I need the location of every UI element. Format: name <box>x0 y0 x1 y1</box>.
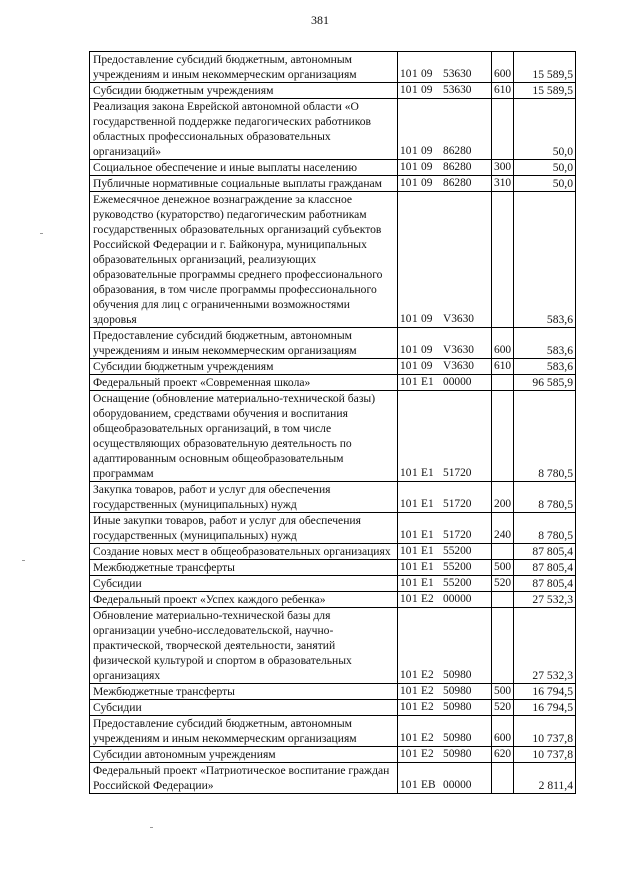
table-row <box>90 482 576 513</box>
code-direction: 51720 <box>443 498 472 510</box>
row-name: Иные закупки товаров, работ и услуг для обеспечения государственных (муниципальных) нужд <box>90 513 398 544</box>
code-program: E2 <box>421 593 434 605</box>
row-code <box>398 375 492 391</box>
row-amount: 87 805,4 <box>514 576 576 592</box>
row-amount: 96 585,9 <box>514 375 576 391</box>
row-amount: 50,0 <box>514 160 576 176</box>
row-amount: 50,0 <box>514 99 576 160</box>
row-expense-type: 200 <box>492 482 514 513</box>
row-code <box>398 328 492 359</box>
table-row <box>90 763 576 794</box>
row-code <box>398 747 492 763</box>
code-prz: 1 <box>412 360 418 372</box>
table-row <box>90 391 576 482</box>
code-prz: 1 <box>412 701 418 713</box>
code-direction: V3630 <box>443 360 475 372</box>
row-amount: 8 780,5 <box>514 482 576 513</box>
code-program: 09 <box>421 161 433 173</box>
code-direction: 50980 <box>443 669 472 681</box>
row-expense-type <box>492 192 514 328</box>
table-row <box>90 544 576 560</box>
row-code <box>398 99 492 160</box>
row-code <box>398 560 492 576</box>
row-expense-type <box>492 375 514 391</box>
code-rz: 10 <box>400 685 412 697</box>
row-expense-type: 310 <box>492 176 514 192</box>
code-program: 09 <box>421 84 433 96</box>
code-rz: 10 <box>400 376 412 388</box>
code-rz: 10 <box>400 593 412 605</box>
row-expense-type: 500 <box>492 684 514 700</box>
code-prz: 1 <box>412 748 418 760</box>
row-code <box>398 391 492 482</box>
row-name: Федеральный проект «Современная школа» <box>90 375 398 391</box>
row-expense-type <box>492 608 514 684</box>
code-rz: 10 <box>400 669 412 681</box>
row-name: Закупка товаров, работ и услуг для обеспечения государственных (муниципальных) нужд <box>90 482 398 513</box>
code-direction: 55200 <box>443 561 472 573</box>
row-name: Субсидии <box>90 700 398 716</box>
row-name: Субсидии бюджетным учреждениям <box>90 359 398 375</box>
code-rz: 10 <box>400 360 412 372</box>
code-direction: 53630 <box>443 84 472 96</box>
row-code <box>398 608 492 684</box>
code-direction: 50980 <box>443 748 472 760</box>
table-row <box>90 176 576 192</box>
row-amount: 583,6 <box>514 192 576 328</box>
code-direction: 50980 <box>443 701 472 713</box>
code-program: E2 <box>421 732 434 744</box>
table-row <box>90 576 576 592</box>
code-rz: 10 <box>400 701 412 713</box>
code-direction: V3630 <box>443 344 475 356</box>
row-amount: 10 737,8 <box>514 747 576 763</box>
row-amount: 16 794,5 <box>514 684 576 700</box>
code-prz: 1 <box>412 669 418 681</box>
table-row <box>90 747 576 763</box>
row-amount: 583,6 <box>514 328 576 359</box>
row-amount: 16 794,5 <box>514 700 576 716</box>
code-prz: 1 <box>412 529 418 541</box>
row-name: Федеральный проект «Патриотическое воспитание граждан Российской Федерации» <box>90 763 398 794</box>
row-expense-type <box>492 544 514 560</box>
code-program: E1 <box>421 376 434 388</box>
code-direction: 86280 <box>443 177 472 189</box>
code-rz: 10 <box>400 545 412 557</box>
scan-mark <box>40 233 43 234</box>
row-name: Межбюджетные трансферты <box>90 684 398 700</box>
row-amount: 87 805,4 <box>514 560 576 576</box>
table-row <box>90 592 576 608</box>
code-rz: 10 <box>400 84 412 96</box>
row-expense-type <box>492 99 514 160</box>
row-amount: 15 589,5 <box>514 52 576 83</box>
code-rz: 10 <box>400 529 412 541</box>
code-program: E2 <box>421 748 434 760</box>
row-expense-type: 240 <box>492 513 514 544</box>
code-rz: 10 <box>400 732 412 744</box>
table-row <box>90 716 576 747</box>
code-rz: 10 <box>400 561 412 573</box>
row-code <box>398 176 492 192</box>
row-name: Оснащение (обновление материально-технической базы) оборудованием, средствами обучения и воспитания общеобразовательных организаций, в том числе осуществляющих образовательную деятельность по адаптированным основным общеобразовательным программам <box>90 391 398 482</box>
code-rz: 10 <box>400 779 412 791</box>
code-rz: 10 <box>400 467 412 479</box>
row-amount: 2 811,4 <box>514 763 576 794</box>
row-code <box>398 684 492 700</box>
code-direction: 00000 <box>443 376 472 388</box>
table-row <box>90 375 576 391</box>
scan-mark <box>150 827 153 828</box>
row-code <box>398 513 492 544</box>
code-direction: 51720 <box>443 529 472 541</box>
budget-table <box>89 51 576 794</box>
row-name: Создание новых мест в общеобразовательных организациях <box>90 544 398 560</box>
row-expense-type: 520 <box>492 576 514 592</box>
code-direction: V3630 <box>443 313 475 325</box>
row-code <box>398 716 492 747</box>
code-program: 09 <box>421 360 433 372</box>
code-rz: 10 <box>400 145 412 157</box>
row-amount: 10 737,8 <box>514 716 576 747</box>
code-direction: 50980 <box>443 685 472 697</box>
row-amount: 50,0 <box>514 176 576 192</box>
row-code <box>398 544 492 560</box>
code-direction: 86280 <box>443 145 472 157</box>
code-direction: 00000 <box>443 779 472 791</box>
row-name: Предоставление субсидий бюджетным, автономным учреждениям и иным некоммерческим организациям <box>90 328 398 359</box>
code-prz: 1 <box>412 779 418 791</box>
row-code <box>398 192 492 328</box>
row-name: Публичные нормативные социальные выплаты гражданам <box>90 176 398 192</box>
page-number: 381 <box>311 13 329 27</box>
code-prz: 1 <box>412 344 418 356</box>
code-prz: 1 <box>412 313 418 325</box>
row-amount: 27 532,3 <box>514 608 576 684</box>
code-direction: 53630 <box>443 68 472 80</box>
code-rz: 10 <box>400 161 412 173</box>
row-amount: 87 805,4 <box>514 544 576 560</box>
code-direction: 00000 <box>443 593 472 605</box>
row-expense-type: 300 <box>492 160 514 176</box>
row-name: Субсидии автономным учреждениям <box>90 747 398 763</box>
code-direction: 86280 <box>443 161 472 173</box>
code-direction: 50980 <box>443 732 472 744</box>
row-expense-type: 520 <box>492 700 514 716</box>
table-row <box>90 83 576 99</box>
row-expense-type: 600 <box>492 52 514 83</box>
table-row <box>90 560 576 576</box>
code-program: E2 <box>421 701 434 713</box>
table-row <box>90 608 576 684</box>
code-rz: 10 <box>400 577 412 589</box>
table-row <box>90 684 576 700</box>
row-code <box>398 482 492 513</box>
code-prz: 1 <box>412 177 418 189</box>
code-rz: 10 <box>400 177 412 189</box>
row-amount: 8 780,5 <box>514 391 576 482</box>
row-name: Социальное обеспечение и иные выплаты населению <box>90 160 398 176</box>
row-code <box>398 763 492 794</box>
code-rz: 10 <box>400 68 412 80</box>
row-code <box>398 83 492 99</box>
row-name: Субсидии бюджетным учреждениям <box>90 83 398 99</box>
row-expense-type: 500 <box>492 560 514 576</box>
row-code <box>398 700 492 716</box>
row-expense-type <box>492 592 514 608</box>
code-rz: 10 <box>400 498 412 510</box>
scan-mark <box>22 560 25 561</box>
code-prz: 1 <box>412 376 418 388</box>
row-code <box>398 52 492 83</box>
code-program: 09 <box>421 344 433 356</box>
row-expense-type: 610 <box>492 359 514 375</box>
code-rz: 10 <box>400 313 412 325</box>
code-program: E1 <box>421 467 434 479</box>
row-name: Обновление материально-технической базы для организации учебно-исследовательской, научно-практической, творческой деятельности, занятий физической культурой и спортом в образовательных организациях <box>90 608 398 684</box>
row-code <box>398 160 492 176</box>
code-prz: 1 <box>412 685 418 697</box>
table-row <box>90 99 576 160</box>
code-rz: 10 <box>400 344 412 356</box>
table-row <box>90 700 576 716</box>
code-program: 09 <box>421 145 433 157</box>
code-prz: 1 <box>412 561 418 573</box>
code-prz: 1 <box>412 467 418 479</box>
code-prz: 1 <box>412 593 418 605</box>
table-row <box>90 160 576 176</box>
code-program: 09 <box>421 177 433 189</box>
table-row <box>90 328 576 359</box>
code-prz: 1 <box>412 161 418 173</box>
code-direction: 55200 <box>443 545 472 557</box>
row-code <box>398 592 492 608</box>
code-program: E1 <box>421 498 434 510</box>
row-name: Реализация закона Еврейской автономной области «О государственной поддержке педагогических работников областных профессиональных образовательных организаций» <box>90 99 398 160</box>
code-program: E2 <box>421 669 434 681</box>
row-name: Межбюджетные трансферты <box>90 560 398 576</box>
row-expense-type: 600 <box>492 328 514 359</box>
row-amount: 15 589,5 <box>514 83 576 99</box>
code-program: E2 <box>421 685 434 697</box>
code-prz: 1 <box>412 84 418 96</box>
row-amount: 27 532,3 <box>514 592 576 608</box>
table-row <box>90 513 576 544</box>
row-expense-type <box>492 763 514 794</box>
row-name: Ежемесячное денежное вознаграждение за классное руководство (кураторство) педагогическим работникам государственных образовательных организаций субъектов Российской Федерации и г. Байконура, муниципальных образовательных организаций, реализующих образовательные программы среднего профессионального образования, в том числе программы профессионального обучения для лиц с ограниченными возможностями здоровья <box>90 192 398 328</box>
row-name: Субсидии <box>90 576 398 592</box>
code-prz: 1 <box>412 145 418 157</box>
table-row <box>90 192 576 328</box>
code-direction: 55200 <box>443 577 472 589</box>
code-prz: 1 <box>412 577 418 589</box>
code-program: 09 <box>421 68 433 80</box>
table-row <box>90 52 576 83</box>
budget-table-body <box>90 52 576 794</box>
row-amount: 583,6 <box>514 359 576 375</box>
code-direction: 51720 <box>443 467 472 479</box>
code-program: E1 <box>421 561 434 573</box>
row-name: Предоставление субсидий бюджетным, автономным учреждениям и иным некоммерческим организациям <box>90 716 398 747</box>
row-expense-type: 620 <box>492 747 514 763</box>
code-program: E1 <box>421 529 434 541</box>
row-expense-type: 600 <box>492 716 514 747</box>
code-program: 09 <box>421 313 433 325</box>
row-name: Предоставление субсидий бюджетным, автономным учреждениям и иным некоммерческим организациям <box>90 52 398 83</box>
row-code <box>398 576 492 592</box>
code-prz: 1 <box>412 68 418 80</box>
code-rz: 10 <box>400 748 412 760</box>
row-expense-type: 610 <box>492 83 514 99</box>
row-code <box>398 359 492 375</box>
code-prz: 1 <box>412 498 418 510</box>
code-program: EB <box>421 779 436 791</box>
code-program: E1 <box>421 577 434 589</box>
code-prz: 1 <box>412 545 418 557</box>
code-prz: 1 <box>412 732 418 744</box>
table-row <box>90 359 576 375</box>
code-program: E1 <box>421 545 434 557</box>
row-expense-type <box>492 391 514 482</box>
row-name: Федеральный проект «Успех каждого ребенка» <box>90 592 398 608</box>
row-amount: 8 780,5 <box>514 513 576 544</box>
